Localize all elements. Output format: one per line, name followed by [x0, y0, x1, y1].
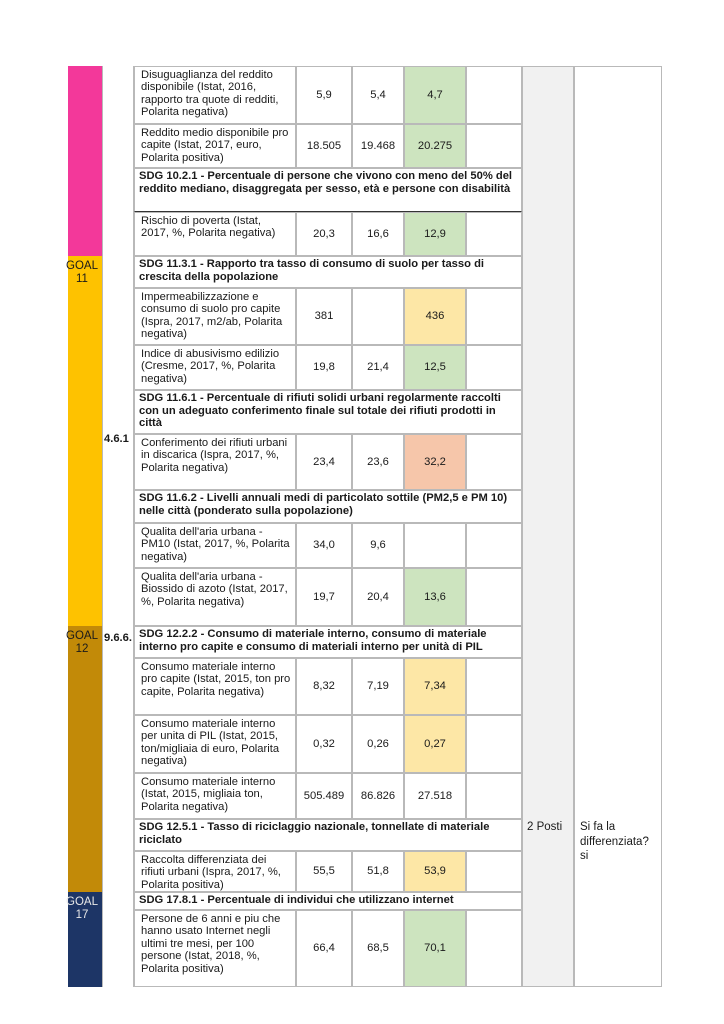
sdg-12-2-2-heading: SDG 12.2.2 - Consumo di materiale interno, consumo di materiale interno pro capite e consumo di materiali interno per unità di PIL	[134, 626, 522, 658]
sdg-10-2-1-heading: SDG 10.2.1 - Percentuale di persone che vivono con meno del 50% del reddito mediano, disaggregata per sesso, età e persone con disabilità	[134, 168, 522, 212]
indicator-row-7: Qualita dell'aria urbana - PM10 (Istat, 2017, %, Polarita negativa)	[134, 523, 296, 568]
value-row-11-a: 505.489	[296, 773, 352, 819]
indicator-row-5: Indice di abusivismo edilizio (Cresme, 2017, %, Polarita negativa)	[134, 345, 296, 390]
goal-10-bar	[68, 66, 102, 256]
value-row-4-a: 381	[296, 288, 352, 345]
blank-row-1	[466, 66, 522, 124]
sdg-11-3-1-heading: SDG 11.3.1 - Rapporto tra tasso di consumo di suolo per tasso di crescita della popolazione	[134, 256, 522, 288]
value-row-8-a: 19,7	[296, 568, 352, 626]
goal-12-label-line2: 12	[75, 643, 89, 655]
value-row-2-a: 18.505	[296, 124, 352, 168]
value-row-9-b: 7,19	[352, 658, 404, 715]
value-row-9-c: 7,34	[404, 658, 466, 715]
value-row-11-c: 27.518	[404, 773, 466, 819]
value-row-10-c: 0,27	[404, 715, 466, 773]
value-row-8-c: 13,6	[404, 568, 466, 626]
indicator-row-11: Consumo materiale interno (Istat, 2015, migliaia ton, Polarita negativa)	[134, 773, 296, 819]
blank-row-7	[466, 523, 522, 568]
blank-row-8	[466, 568, 522, 626]
value-row-1-c: 4,7	[404, 66, 466, 124]
value-row-13-a: 66,4	[296, 910, 352, 987]
sdg-12-5-1-heading: SDG 12.5.1 - Tasso di riciclaggio nazionale, tonnellate di materiale riciclato	[134, 819, 522, 851]
indicator-row-13: Persone de 6 anni e piu che hanno usato Internet negli ultimi tre mesi, per 100 persone (Istat, 2018, %, Polarita positiva)	[134, 910, 296, 987]
value-row-4-c: 436	[404, 288, 466, 345]
sdg-11-6-1-heading: SDG 11.6.1 - Percentuale di rifiuti solidi urbani regolarmente raccolti con un adeguato conferimento finale sul totale dei rifiuti prodotti in città	[134, 390, 522, 434]
value-row-5-c: 12,5	[404, 345, 466, 390]
sdg-11-6-2-heading: SDG 11.6.2 - Livelli annuali medi di particolato sottile (PM2,5 e PM 10) nelle città (ponderato sulla popolazione)	[134, 490, 522, 523]
value-row-7-a: 34,0	[296, 523, 352, 568]
right-column-a	[522, 66, 574, 987]
value-row-3-a: 20,3	[296, 212, 352, 256]
question-note: Si fa la differenziata? si	[580, 821, 649, 862]
value-row-12-c: 53,9	[404, 851, 466, 892]
value-row-5-a: 19,8	[296, 345, 352, 390]
blank-row-10	[466, 715, 522, 773]
indicator-row-3: Rischio di poverta (Istat, 2017, %, Polarita negativa)	[134, 212, 296, 256]
indicator-row-6: Conferimento dei rifiuti urbani in discarica (Ispra, 2017, %, Polarita negativa)	[134, 434, 296, 490]
blank-row-9	[466, 658, 522, 715]
goal-12-bar	[68, 626, 102, 892]
value-row-1-a: 5,9	[296, 66, 352, 124]
value-row-12-b: 51,8	[352, 851, 404, 892]
indicator-row-8: Qualita dell'aria urbana - Biossido di azoto (Istat, 2017, %, Polarita negativa)	[134, 568, 296, 626]
value-row-5-b: 21,4	[352, 345, 404, 390]
target-4-6-1: 4.6.1	[104, 433, 129, 445]
indicator-row-9: Consumo materiale interno pro capite (Istat, 2015, ton pro capite, Polarita negativa)	[134, 658, 296, 715]
blank-row-13	[466, 910, 522, 987]
value-row-13-c: 70,1	[404, 910, 466, 987]
value-row-11-b: 86.826	[352, 773, 404, 819]
value-row-7-c	[404, 523, 466, 568]
goal-11-label-line2: 11	[76, 273, 88, 285]
value-row-12-a: 55,5	[296, 851, 352, 892]
indicator-row-12: Raccolta differenziata dei rifiuti urbani (Ispra, 2017, %, Polarita positiva)	[134, 851, 296, 892]
value-row-7-b: 9,6	[352, 523, 404, 568]
goal-12-label	[58, 630, 106, 656]
goal-17-label-line2: 17	[75, 909, 89, 921]
value-row-6-c: 32,2	[404, 434, 466, 490]
sdg-17-8-1-heading: SDG 17.8.1 - Percentuale di individui che utilizzano internet	[134, 892, 522, 910]
indicator-row-1: Disuguaglianza del reddito disponibile (Istat, 2016, rapporto tra quote di redditi, Polarita negativa)	[134, 66, 296, 124]
goal-11-bar	[68, 256, 102, 626]
goal-12-label-line1: GOAL	[66, 630, 98, 642]
blank-row-11	[466, 773, 522, 819]
value-row-2-b: 19.468	[352, 124, 404, 168]
value-row-3-b: 16,6	[352, 212, 404, 256]
value-row-3-c: 12,9	[404, 212, 466, 256]
value-row-2-c: 20.275	[404, 124, 466, 168]
blank-row-6	[466, 434, 522, 490]
indicator-row-10: Consumo materiale interno per unita di PIL (Istat, 2015, ton/migliaia di euro, Polarita negativa)	[134, 715, 296, 773]
value-row-4-b	[352, 288, 404, 345]
value-row-10-b: 0,26	[352, 715, 404, 773]
blank-row-5	[466, 345, 522, 390]
value-row-9-a: 8,32	[296, 658, 352, 715]
goal-17-label	[58, 896, 106, 922]
value-row-13-b: 68,5	[352, 910, 404, 987]
target-9-6-6: 9.6.6.	[104, 632, 132, 644]
value-row-8-b: 20,4	[352, 568, 404, 626]
blank-row-3	[466, 212, 522, 256]
posti-note: 2 Posti	[527, 821, 563, 833]
value-row-6-a: 23,4	[296, 434, 352, 490]
value-row-1-b: 5,4	[352, 66, 404, 124]
blank-row-12	[466, 851, 522, 892]
goal-17-label-line1: GOAL	[66, 896, 98, 908]
value-row-6-b: 23,6	[352, 434, 404, 490]
blank-row-4	[466, 288, 522, 345]
goal-11-label-line1: GOAL	[66, 260, 98, 272]
indicator-row-4: Impermeabilizzazione e consumo di suolo pro capite (Ispra, 2017, m2/ab, Polarita negativa)	[134, 288, 296, 345]
indicator-row-2: Reddito medio disponibile pro capite (Istat, 2017, euro, Polarita positiva)	[134, 124, 296, 168]
blank-row-2	[466, 124, 522, 168]
value-row-10-a: 0,32	[296, 715, 352, 773]
goal-11-label	[58, 260, 106, 286]
target-column	[102, 66, 134, 987]
